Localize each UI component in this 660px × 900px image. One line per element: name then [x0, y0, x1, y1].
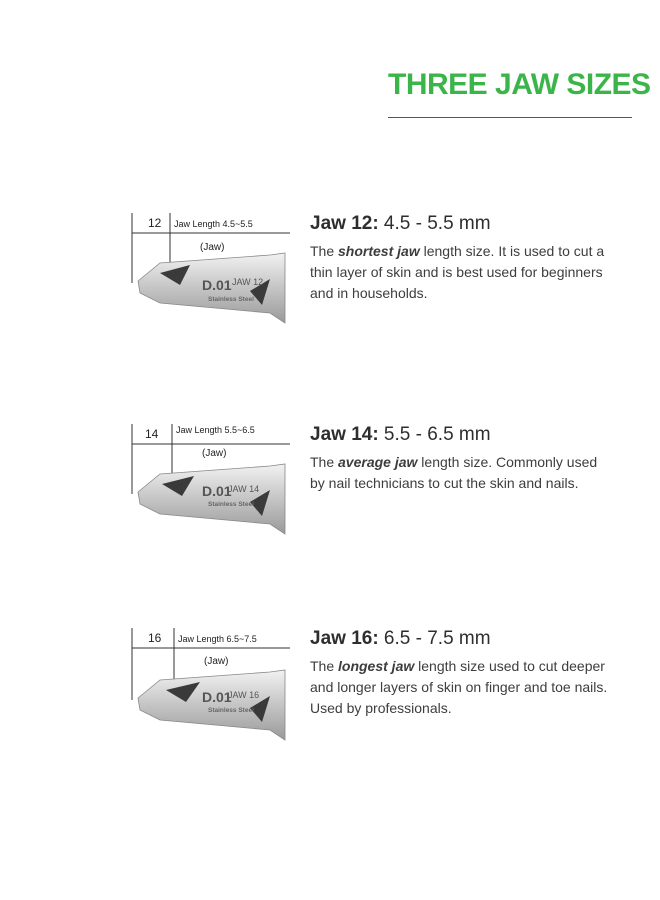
- jaw-note: (Jaw): [202, 448, 227, 459]
- nipper-illustration: [120, 213, 290, 353]
- engraved-material: Stainless Steel: [208, 707, 254, 714]
- jaw-heading-label: Jaw 12:: [310, 213, 379, 234]
- engraved-jaw-mark: JAW 12: [232, 277, 264, 287]
- jaw-number: 12: [148, 216, 162, 230]
- jaw-heading-range: 6.5 - 7.5 mm: [378, 628, 491, 649]
- jaw-heading-label: Jaw 16:: [310, 628, 379, 649]
- jaw-length-label: Jaw Length 4.5~5.5: [174, 219, 253, 229]
- engraved-brand: D.01: [202, 483, 232, 499]
- engraved-jaw-mark: JAW 16: [228, 690, 260, 700]
- page-title: THREE JAW SIZES: [388, 68, 651, 101]
- nipper-illustration: [120, 628, 290, 768]
- engraved-brand: D.01: [202, 689, 232, 705]
- jaw-row-12: [0, 213, 660, 373]
- desc-text: The: [310, 243, 339, 259]
- jaw-heading: [310, 424, 491, 446]
- jaw-length-label: Jaw Length 5.5~6.5: [176, 425, 255, 435]
- engraved-brand: D.01: [202, 277, 232, 293]
- nipper-illustration: [120, 424, 290, 564]
- jaw-row-16: [0, 628, 660, 788]
- jaw-heading: [310, 628, 491, 650]
- jaw-description: [310, 656, 610, 719]
- desc-text: The: [310, 454, 339, 470]
- jaw-length-label: Jaw Length 6.5~7.5: [178, 634, 257, 644]
- desc-text: The: [310, 658, 339, 674]
- jaw-heading-range: 5.5 - 6.5 mm: [378, 424, 491, 445]
- title-divider: [388, 117, 632, 118]
- desc-emphasis: shortest jaw: [338, 243, 420, 259]
- desc-text: length size. It is used to cut a thin layer of skin and is best used for beginners and in households.: [310, 243, 605, 301]
- desc-emphasis: longest jaw: [338, 658, 415, 674]
- jaw-note: (Jaw): [204, 656, 229, 667]
- jaw-note: (Jaw): [200, 242, 225, 253]
- engraved-material: Stainless Steel: [208, 501, 254, 508]
- jaw-description: [310, 452, 610, 494]
- jaw-number: 14: [145, 427, 159, 441]
- desc-emphasis: average jaw: [338, 454, 418, 470]
- engraved-jaw-mark: JAW 14: [228, 484, 260, 494]
- desc-text: length size. Commonly used by nail technicians to cut the skin and nails.: [310, 454, 598, 491]
- jaw-number: 16: [148, 631, 162, 645]
- jaw-heading-label: Jaw 14:: [310, 424, 379, 445]
- jaw-heading-range: 4.5 - 5.5 mm: [378, 213, 491, 234]
- jaw-row-14: [0, 424, 660, 584]
- jaw-heading: [310, 213, 491, 235]
- desc-text: length size used to cut deeper and longer layers of skin on finger and toe nails. Used by professionals.: [310, 658, 608, 716]
- jaw-description: [310, 241, 610, 304]
- engraved-material: Stainless Steel: [208, 296, 254, 303]
